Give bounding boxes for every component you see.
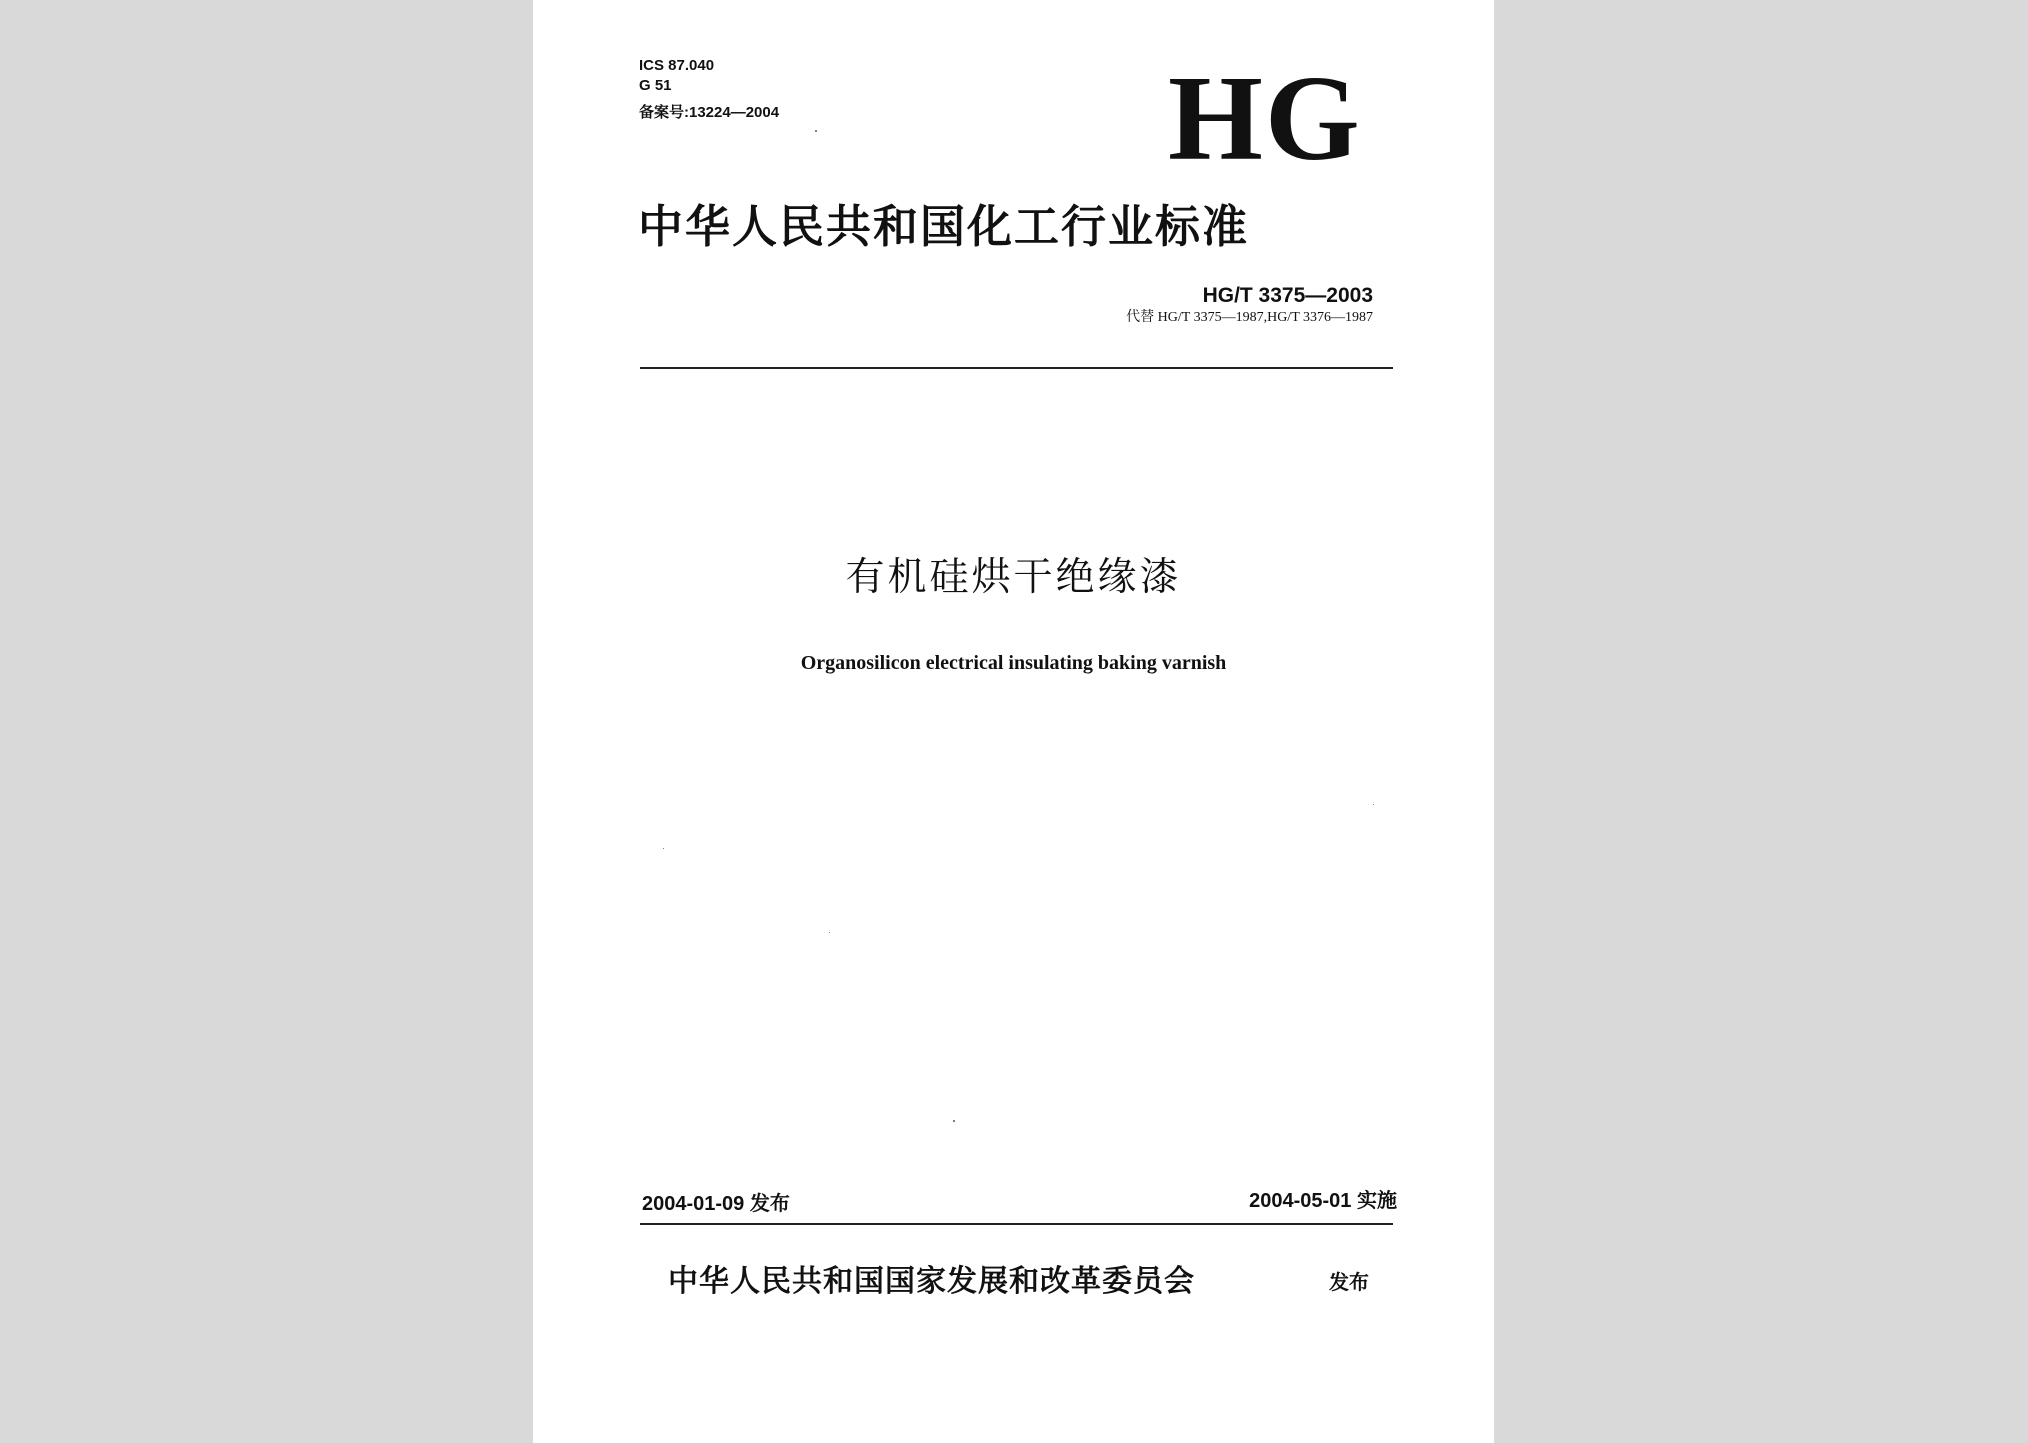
scan-speck xyxy=(953,1120,955,1122)
document-title-en: Organosilicon electrical insulating baking varnish xyxy=(800,652,1227,674)
ccs-code: G 51 xyxy=(639,77,672,94)
scan-speck xyxy=(815,130,817,132)
header-divider xyxy=(640,367,1393,369)
scan-speck xyxy=(1373,804,1374,805)
hg-logo: HG xyxy=(1168,51,1362,186)
footer-divider xyxy=(640,1223,1393,1225)
record-number: 备案号:13224—2004 xyxy=(639,104,780,121)
standard-number: HG/T 3375—2003 xyxy=(1202,284,1373,307)
replaces-note: 代替 HG/T 3375—1987,HG/T 3376—1987 xyxy=(1126,310,1373,325)
ics-code: ICS 87.040 xyxy=(639,57,715,74)
document-page xyxy=(533,0,1494,1443)
document-title-cn: 有机硅烘干绝缘漆 xyxy=(845,555,1182,600)
issuer-suffix: 发布 xyxy=(1329,1270,1369,1294)
scan-speck xyxy=(829,932,830,933)
scan-speck xyxy=(663,848,664,849)
issue-date: 2004-01-09 发布 xyxy=(642,1193,790,1215)
implementation-date: 2004-05-01 实施 xyxy=(1249,1190,1397,1212)
standard-title: 中华人民共和国化工行业标准 xyxy=(638,200,1250,253)
issuer-name: 中华人民共和国国家发展和改革委员会 xyxy=(668,1264,1195,1299)
